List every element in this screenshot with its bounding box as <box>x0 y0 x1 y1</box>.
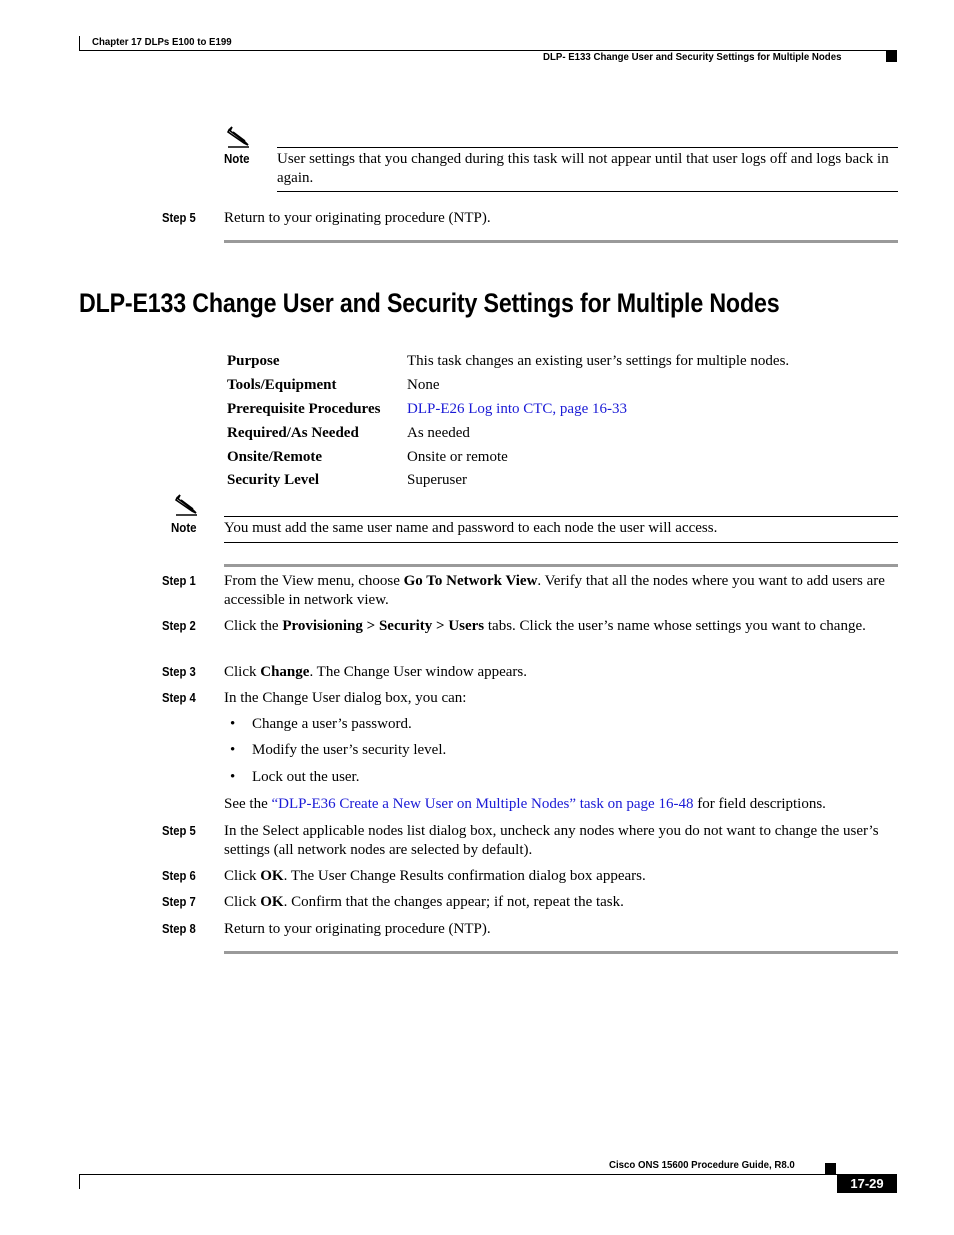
bullet-dot: • <box>230 716 236 732</box>
bullet-dot: • <box>230 742 236 758</box>
step7-post: . Confirm that the changes appear; if not, repeat the task. <box>283 894 624 910</box>
note2-text: You must add the same user name and password to each node the user will access. <box>224 520 718 536</box>
footer-guide-title: Cisco ONS 15600 Procedure Guide, R8.0 <box>609 1159 795 1171</box>
table-key-purpose: Purpose <box>227 353 280 369</box>
step7-bold: OK <box>260 894 284 910</box>
table-value-purpose: This task changes an existing user’s settings for multiple nodes. <box>407 353 790 369</box>
prev-steps-end-rule <box>224 240 898 243</box>
step3-bold: Change <box>260 664 310 680</box>
header-section: DLP- E133 Change User and Security Settings for Multiple Nodes <box>543 51 842 63</box>
page-number-text: 17-29 <box>850 1176 884 1191</box>
table-key-prereq: Prerequisite Procedures <box>227 401 381 417</box>
step8-text: Return to your originating procedure (NTP). <box>224 921 491 937</box>
top-note-text: User settings that you changed during this task will not appear until that user logs off and logs back in again. <box>277 151 889 186</box>
steps-end-rule <box>224 951 898 954</box>
prev-step-label: Step 5 <box>162 211 196 225</box>
note2-rule-top <box>224 516 898 517</box>
table-key-security: Security Level <box>227 472 320 488</box>
prereq-link[interactable]: DLP-E26 Log into CTC, page 16-33 <box>407 401 627 417</box>
top-note-rule-top <box>277 147 898 148</box>
header-left-bar <box>79 36 80 51</box>
footer-square <box>825 1163 836 1174</box>
table-value-required: As needed <box>407 425 470 441</box>
step6-text <box>224 867 898 886</box>
step1-bold: Go To Network View <box>403 573 538 589</box>
step1-pre: From the View menu, choose <box>224 573 404 589</box>
step2-post: tabs. Click the user’s name whose settings you want to change. <box>484 618 866 634</box>
table-key-tools: Tools/Equipment <box>227 377 337 393</box>
table-value-onsite: Onsite or remote <box>407 449 508 465</box>
note2-label: Note <box>171 521 197 535</box>
step7-text <box>224 893 898 912</box>
step1-post: . Verify that all the nodes where you want to add users are accessible in network view. <box>224 573 885 608</box>
step3-pre: Click <box>224 664 261 680</box>
header-square <box>886 51 897 62</box>
step5-text: In the Select applicable nodes list dialog box, uncheck any nodes where you do not want to change the user’s settings (all network nodes are selected by default). <box>224 823 879 858</box>
bullet-item: Modify the user’s security level. <box>252 742 447 758</box>
bullet-dot: • <box>230 769 236 785</box>
step7-label: Step 7 <box>162 895 196 909</box>
table-key-required: Required/As Needed <box>227 425 359 441</box>
step6-pre: Click <box>224 868 261 884</box>
bullet-item: Change a user’s password. <box>252 716 412 732</box>
step8-label: Step 8 <box>162 922 196 936</box>
prev-step-text: Return to your originating procedure (NTP). <box>224 210 491 226</box>
header-chapter: Chapter 17 DLPs E100 to E199 <box>92 36 232 48</box>
page-number <box>837 1175 897 1193</box>
step2-pre: Click the <box>224 618 283 634</box>
pencil-icon <box>175 494 199 516</box>
step3-post: . The Change User window appears. <box>309 664 528 680</box>
pencil-icon <box>227 126 251 148</box>
step2-bold: Provisioning > Security > Users <box>282 618 485 634</box>
page-title: DLP-E133 Change User and Security Settings for Multiple Nodes <box>79 288 780 318</box>
step4-text: In the Change User dialog box, you can: <box>224 690 467 706</box>
step2-label: Step 2 <box>162 619 196 633</box>
step6-bold: OK <box>260 868 284 884</box>
step7-pre: Click <box>224 894 261 910</box>
step1-label: Step 1 <box>162 574 196 588</box>
footer-left-bar <box>79 1174 80 1189</box>
step4-see-also <box>224 795 898 814</box>
table-key-onsite: Onsite/Remote <box>227 449 322 465</box>
step2-text <box>224 617 898 636</box>
see-pre: See the <box>224 796 272 812</box>
create-user-link[interactable]: “DLP-E36 Create a New User on Multiple Nodes” task on page 16-48 <box>271 796 694 812</box>
steps-start-rule <box>224 564 898 567</box>
top-note-rule-bottom <box>277 191 898 192</box>
note2-rule-bottom <box>224 542 898 543</box>
step3-label: Step 3 <box>162 665 196 679</box>
bullet-item: Lock out the user. <box>252 769 360 785</box>
step6-label: Step 6 <box>162 869 196 883</box>
see-post: for field descriptions. <box>693 796 826 812</box>
step4-label: Step 4 <box>162 691 196 705</box>
footer-rule <box>79 1174 897 1175</box>
table-value-security: Superuser <box>407 472 467 488</box>
table-value-tools: None <box>407 377 440 393</box>
top-note-label: Note <box>224 152 250 166</box>
step5-label: Step 5 <box>162 824 196 838</box>
step3-text <box>224 663 898 682</box>
step1-text <box>224 572 898 609</box>
step6-post: . The User Change Results confirmation dialog box appears. <box>283 868 646 884</box>
